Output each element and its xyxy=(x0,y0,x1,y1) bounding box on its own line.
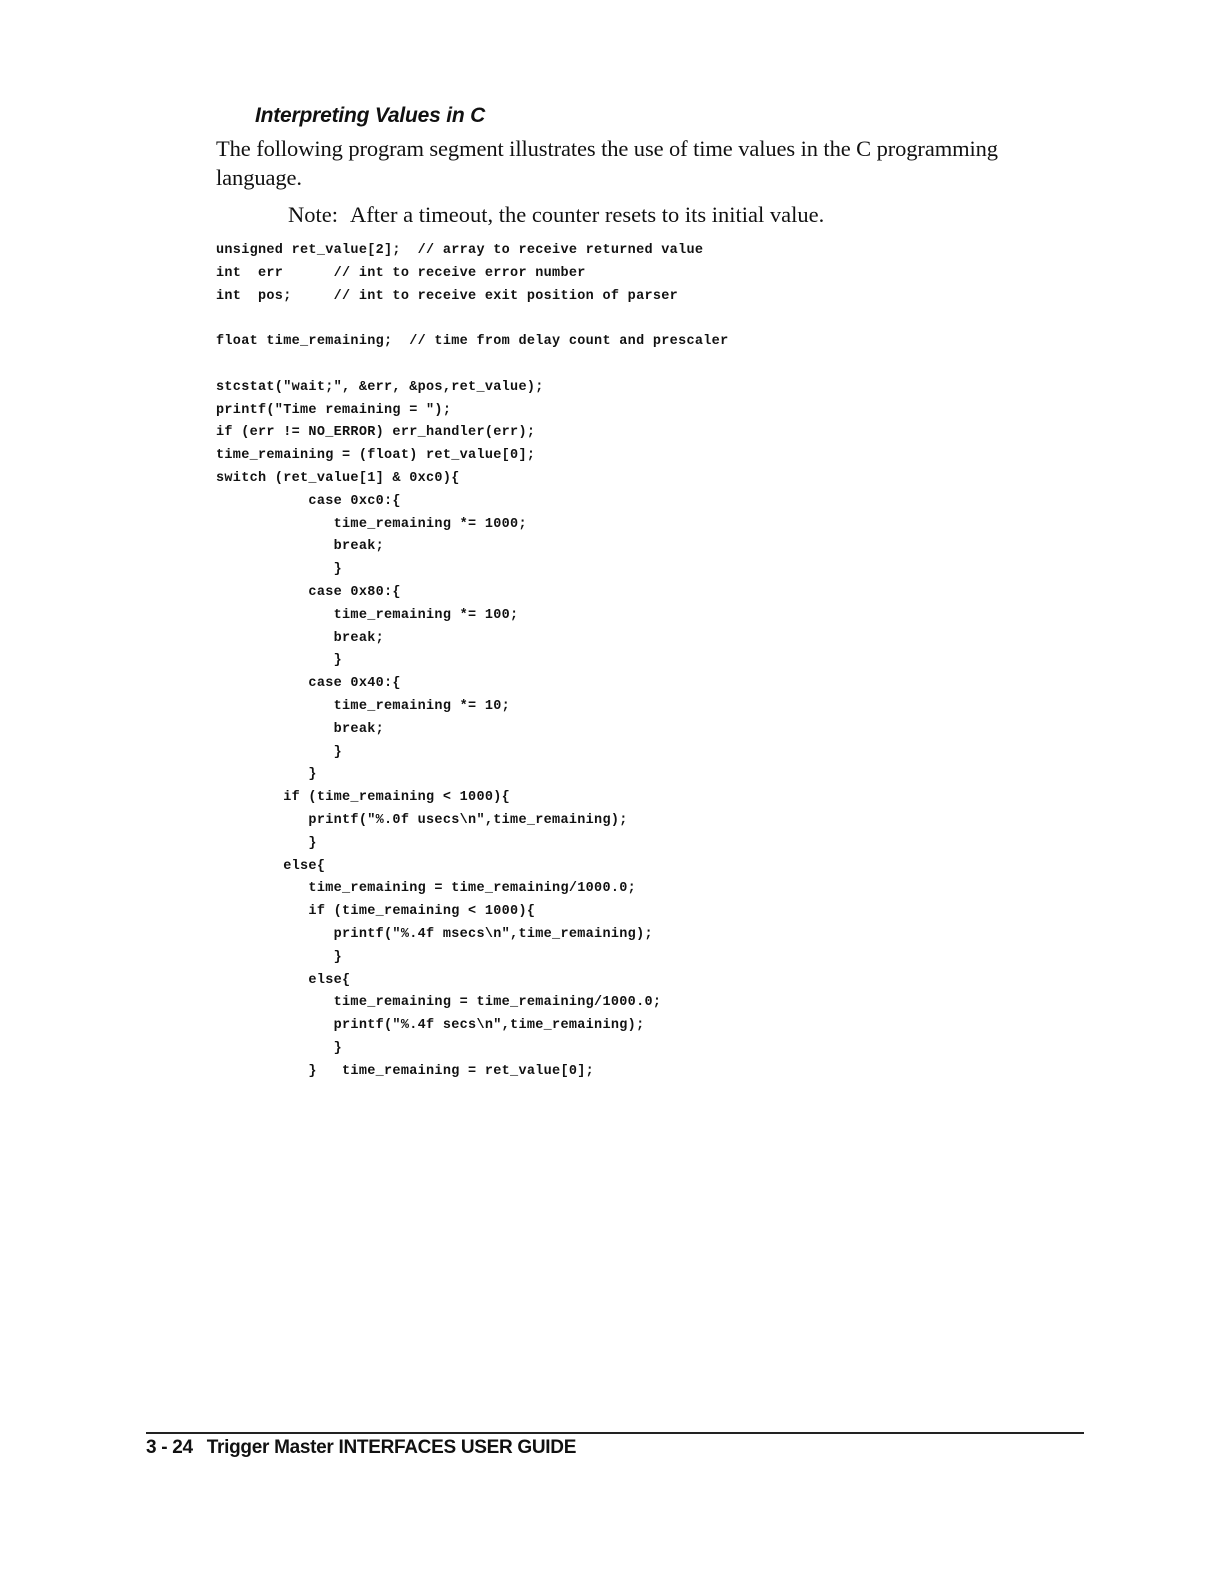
note-label: Note: xyxy=(288,202,338,227)
code-line: stcstat("wait;", &err, &pos,ret_value); xyxy=(216,379,544,395)
footer-title: Trigger Master INTERFACES USER GUIDE xyxy=(206,1437,577,1458)
code-line: } xyxy=(216,562,343,578)
intro-paragraph: The following program segment illustrates the use of time values in the C programming language. xyxy=(216,136,998,190)
code-line: time_remaining *= 100; xyxy=(216,607,519,623)
code-line: time_remaining *= 10; xyxy=(216,698,511,714)
footer-rule xyxy=(146,1432,1084,1434)
code-line: printf("%.4f msecs\n",time_remaining); xyxy=(216,926,653,942)
code-line: if (time_remaining < 1000){ xyxy=(216,904,536,920)
code-line xyxy=(216,354,728,377)
code-line: break; xyxy=(216,539,385,555)
code-line: printf("Time remaining = "); xyxy=(216,402,452,418)
code-listing xyxy=(216,240,728,1083)
code-line: } time_remaining = ret_value[0]; xyxy=(216,1063,595,1079)
code-line: int pos; // int to receive exit position of parser xyxy=(216,288,679,304)
code-line: time_remaining *= 1000; xyxy=(216,516,527,532)
code-line: time_remaining = time_remaining/1000.0; xyxy=(216,995,662,1011)
code-line: break; xyxy=(216,721,385,737)
code-line: } xyxy=(216,767,317,783)
code-line: printf("%.0f usecs\n",time_remaining); xyxy=(216,812,628,828)
page-footer xyxy=(146,1437,576,1459)
code-line: unsigned ret_value[2]; // array to receive returned value xyxy=(216,243,704,258)
code-line: } xyxy=(216,744,343,760)
code-line: if (err != NO_ERROR) err_handler(err); xyxy=(216,425,536,441)
code-line: printf("%.4f secs\n",time_remaining); xyxy=(216,1018,645,1034)
code-line: case 0x40:{ xyxy=(216,676,401,692)
note-text: After a timeout, the counter resets to its initial value. xyxy=(350,202,825,227)
code-line: float time_remaining; // time from delay count and prescaler xyxy=(216,334,729,350)
code-line: switch (ret_value[1] & 0xc0){ xyxy=(216,470,460,486)
code-line: if (time_remaining < 1000){ xyxy=(216,790,511,806)
code-line: else{ xyxy=(216,858,326,874)
note xyxy=(288,200,824,229)
code-line: int err // int to receive error number xyxy=(216,265,586,281)
code-line: } xyxy=(216,949,343,965)
code-line: else{ xyxy=(216,972,351,988)
code-line: time_remaining = time_remaining/1000.0; xyxy=(216,881,637,897)
code-line: } xyxy=(216,653,343,669)
code-line xyxy=(216,308,728,331)
code-line: case 0xc0:{ xyxy=(216,493,401,509)
code-line: } xyxy=(216,1040,343,1056)
code-line: case 0x80:{ xyxy=(216,584,401,600)
section-heading: Interpreting Values in C xyxy=(255,104,486,127)
code-line: time_remaining = (float) ret_value[0]; xyxy=(216,448,536,464)
code-line: break; xyxy=(216,630,385,646)
code-line: } xyxy=(216,835,317,851)
page-number: 3 - 24 xyxy=(146,1437,193,1458)
